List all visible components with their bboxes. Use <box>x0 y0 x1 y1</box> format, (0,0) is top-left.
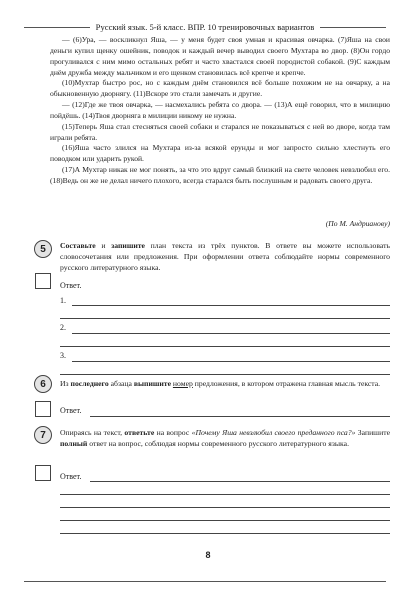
task-7-question: Опираясь на текст, ответьте на вопрос «Почему Яша невзлюбил своего преданного пса?» Запишите полный ответ на вопрос, соблюдая нормы современного русского литературного языка. <box>60 428 390 448</box>
passage-paragraph: (10)Мухтар быстро рос, но с каждым днём становился всё больше похожим не на овчарку, а на обыкновенную дворнягу. (11)Вскоре это стали замечать и другие. <box>50 78 390 99</box>
footer-rule <box>24 581 386 582</box>
page-number: 8 <box>205 550 211 560</box>
reading-passage <box>50 35 390 187</box>
answer-line[interactable] <box>72 305 390 306</box>
header-rule-left <box>24 27 90 28</box>
task-number-badge: 6 <box>34 375 52 393</box>
answer-line[interactable] <box>60 533 390 534</box>
plan-item-number: 2. <box>60 323 66 332</box>
passage-paragraph: (16)Яша часто злился на Мухтара из-за всякой ерунды и мог запросто сильно хлестнуть его поводком или ударить рукой. <box>50 143 390 164</box>
plan-item-number: 1. <box>60 296 66 305</box>
plan-item-number: 3. <box>60 351 66 360</box>
answer-checkbox[interactable] <box>35 273 51 289</box>
passage-source: (По М. Андрианову) <box>325 219 390 228</box>
passage-paragraph: (17)А Мухтар никак не мог понять, за что это вдруг самый близкий на свете человек невзлюбил его. (18)Ведь он же не делал ничего плохого, всегда старался быть послушным и радовать своего друга. <box>50 165 390 185</box>
answer-line[interactable] <box>60 346 390 347</box>
answer-checkbox[interactable] <box>35 465 51 481</box>
passage-paragraph: — (12)Где же твоя овчарка, — насмехались ребята со двора. — (13)А ещё говорил, что в милицию пойдёшь. (14)Твоя дворняга в милиции никому не нужна. <box>50 100 390 120</box>
task-number-badge: 5 <box>34 240 52 258</box>
answer-line[interactable] <box>72 333 390 334</box>
task-6-question: Из последнего абзаца выпишите номер предложения, в котором отражена главная мысль текста. <box>60 379 381 388</box>
answer-label: Ответ. <box>60 472 82 481</box>
answer-line[interactable] <box>90 481 390 482</box>
answer-label: Ответ. <box>60 406 82 415</box>
answer-line[interactable] <box>60 374 390 375</box>
answer-line[interactable] <box>90 416 390 417</box>
passage-paragraph: (15)Теперь Яша стал стесняться своей собаки и старался не показываться с ней во дворе, когда там играли ребята. <box>50 121 390 142</box>
answer-line[interactable] <box>60 507 390 508</box>
task-number-badge: 7 <box>34 426 52 444</box>
task-5-question: Составьте и запишите план текста из трёх пунктов. В ответе вы можете использовать словосочетания или предложения. При оформлении ответа соблюдайте нормы современного русского литературного языка. <box>60 241 390 272</box>
passage-paragraph: — (6)Ура, — воскликнул Яша, — у меня будет своя умная и красивая овчарка. (7)Яша на свои деньги купил щенку ошейник, поводок и каждый вечер выводил своего Мухтара во двор. (8)Он гордо прогуливался с ним мимо остальных ребят и часто хвастался своей породистой собакой. (9)С каждым днём дружба между мальчиком и его щенком становилась всё крепче и крепче. <box>50 35 390 77</box>
answer-checkbox[interactable] <box>35 401 51 417</box>
answer-line[interactable] <box>60 494 390 495</box>
answer-label: Ответ. <box>60 281 82 290</box>
header-title: Русский язык. 5-й класс. ВПР. 10 тренировочных вариантов <box>95 22 315 32</box>
answer-line[interactable] <box>72 361 390 362</box>
answer-line[interactable] <box>60 520 390 521</box>
header-rule-right <box>320 27 386 28</box>
answer-line[interactable] <box>60 318 390 319</box>
running-header <box>24 22 386 32</box>
